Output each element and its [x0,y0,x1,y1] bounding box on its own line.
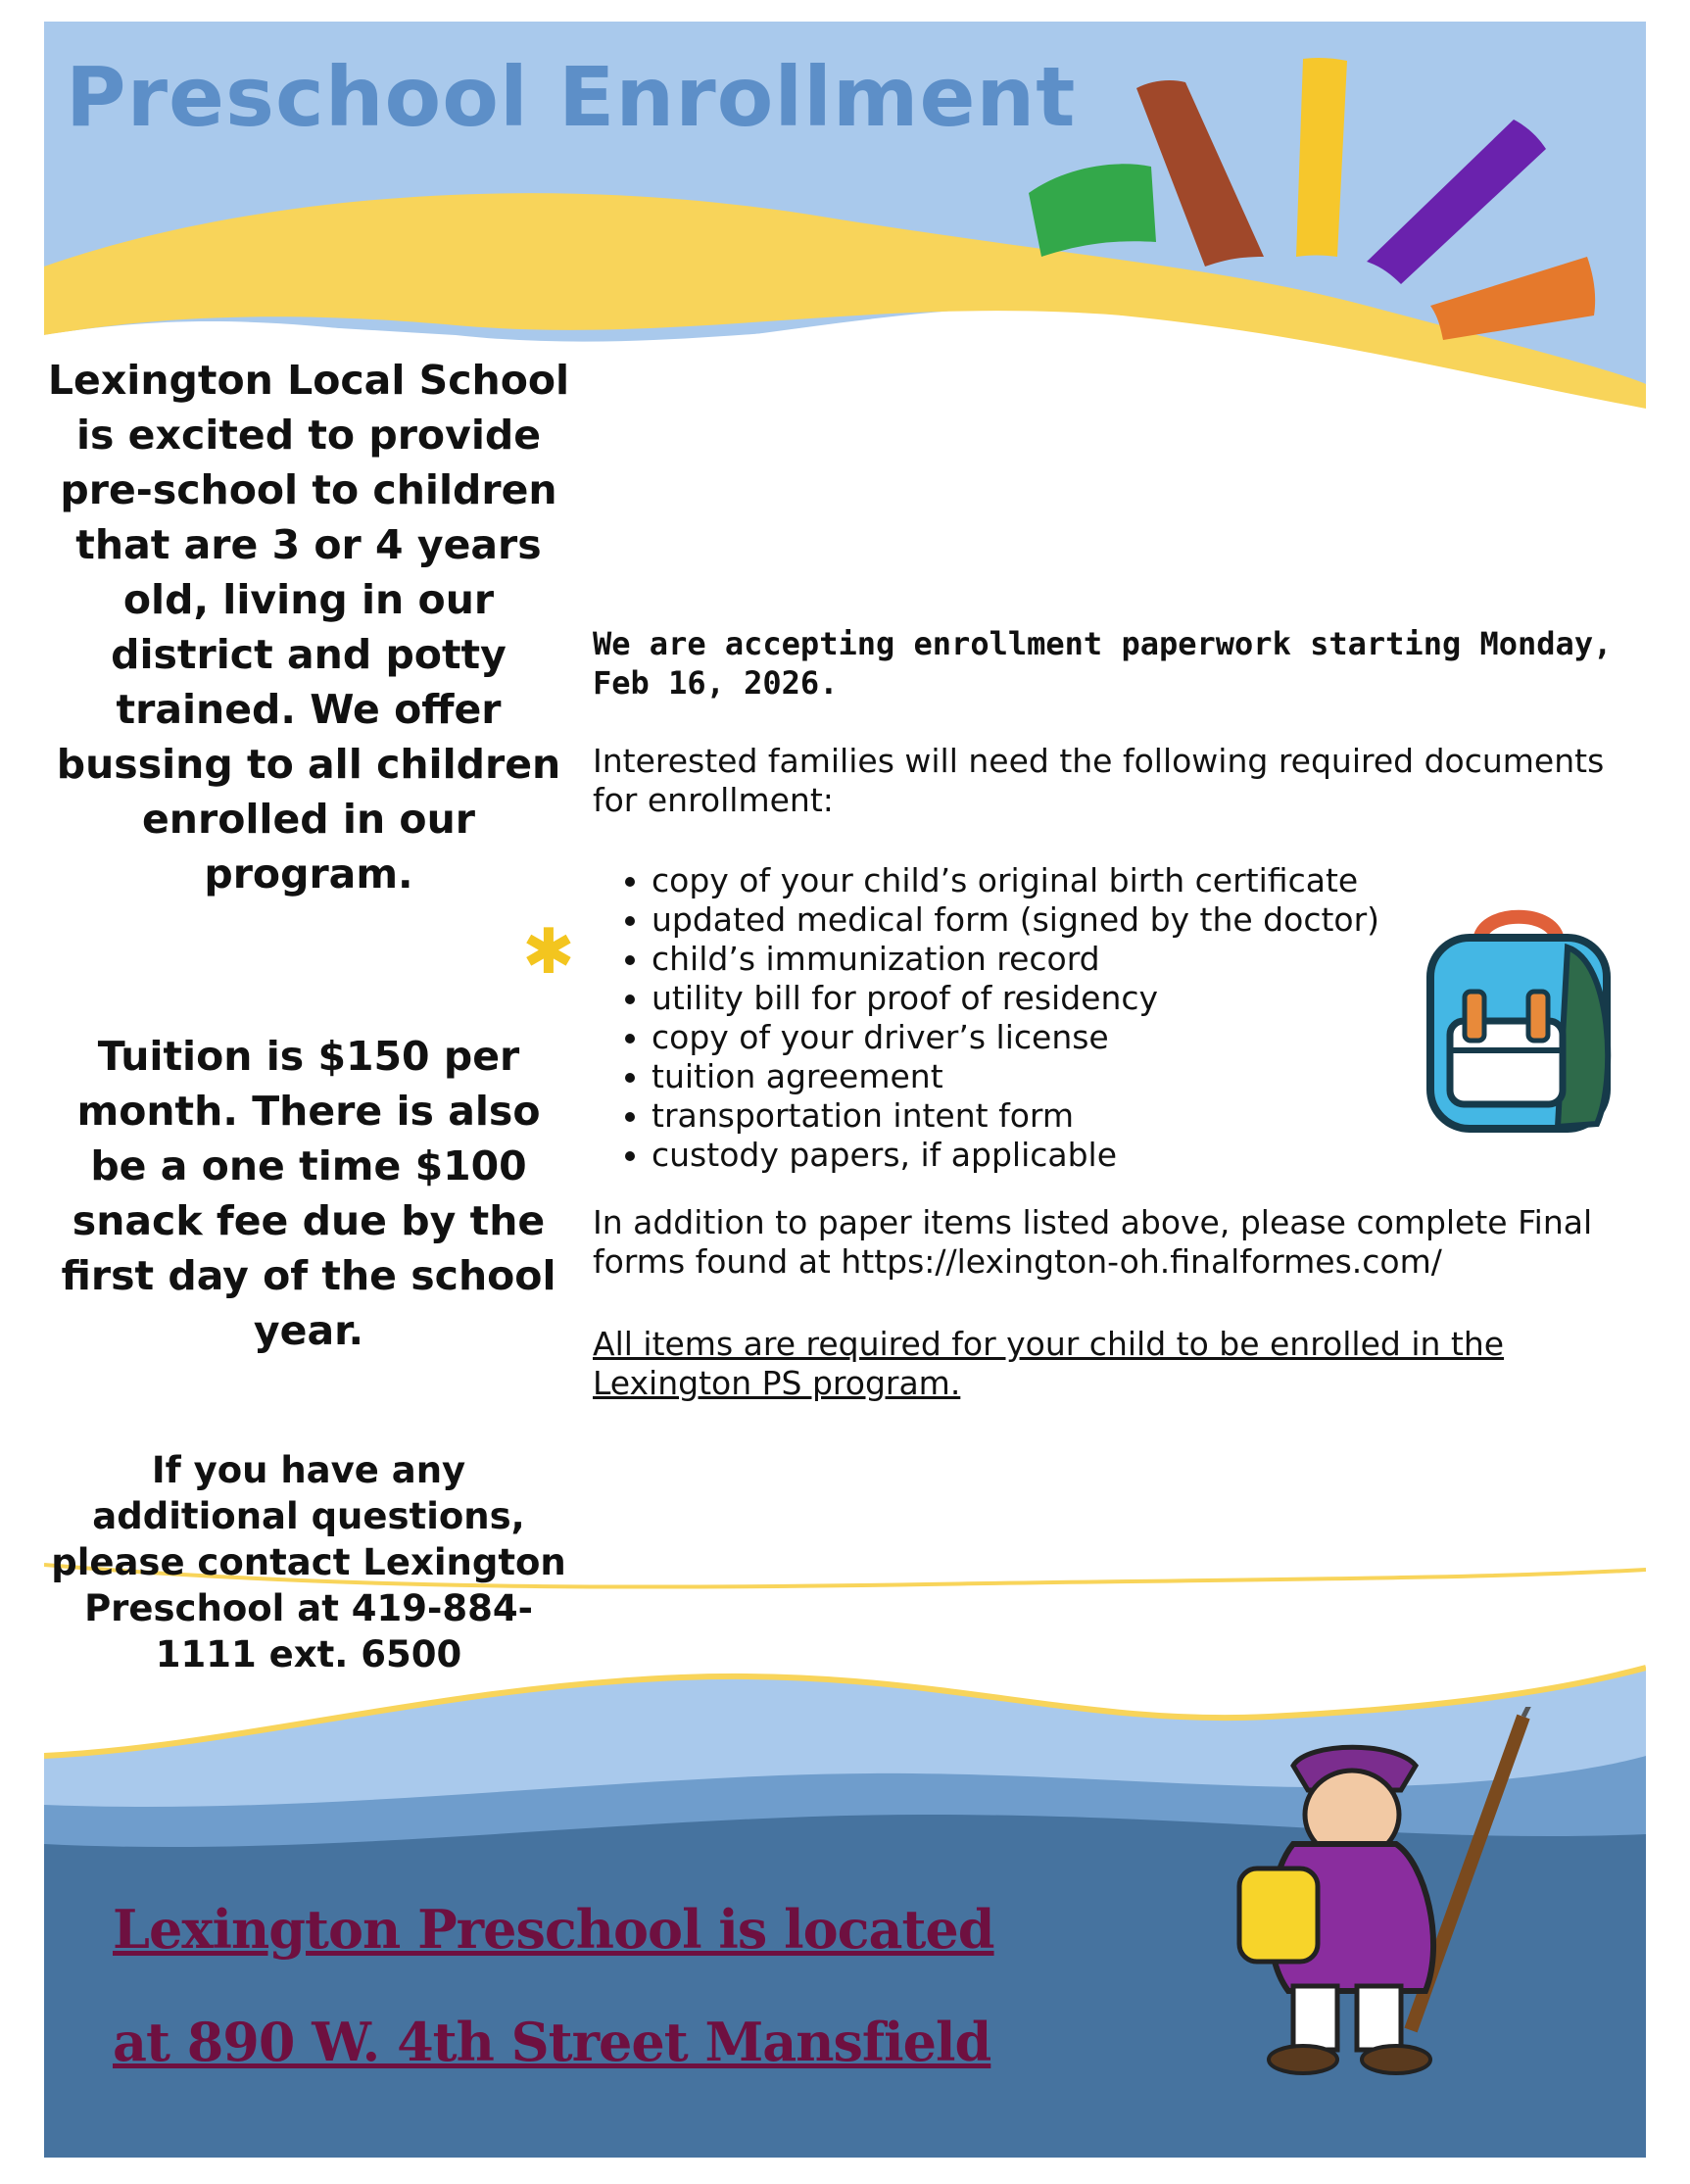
list-item: • updated medical form (signed by the doctor) [652,900,1646,940]
tuition-info: Tuition is $150 per month. There is also be a one time $100 snack fee due by the first day of the school year. [61,1033,556,1354]
contact-info: If you have any additional questions, please contact Lexington Preschool at 419-884-1111 ext. 6500 [51,1449,566,1675]
list-item: • transportation intent form [652,1096,1646,1136]
documents-intro: Interested families will need the following required documents for enrollment: [593,742,1605,819]
list-item: • utility bill for proof of residency [652,979,1646,1018]
location-line-1: Lexington Preschool is located [113,1898,994,1961]
list-item: • child’s immunization record [652,940,1646,979]
location-line-2: at 890 W. 4th Street Mansfield [113,2011,991,2073]
enrollment-start-notice: We are accepting enrollment paperwork starting Monday, Feb 16, 2026. [593,625,1613,702]
list-item: • copy of your driver’s license [652,1018,1646,1057]
program-description: Lexington Local School is excited to provide pre-school to children that are 3 or 4 years old, living in our district and potty trained. We offer bussing to all children enrolled in our program. [47,357,570,898]
backpack-icon [1411,903,1626,1139]
minuteman-mascot-icon [1200,1707,1612,2099]
star-icon: ✱ [522,916,575,989]
page-title: Preschool Enrollment [66,49,1077,145]
final-forms-note: In addition to paper items listed above, please complete Final forms found at https://lexington-oh.finalformes.com/ [593,1203,1593,1281]
list-item: • copy of your child’s original birth certificate [652,861,1646,900]
flyer-page [44,22,1646,2158]
list-item: • custody papers, if applicable [652,1136,1646,1175]
list-item: • tuition agreement [652,1057,1646,1096]
requirement-note: All items are required for your child to be enrolled in the Lexington PS program. [593,1325,1505,1402]
